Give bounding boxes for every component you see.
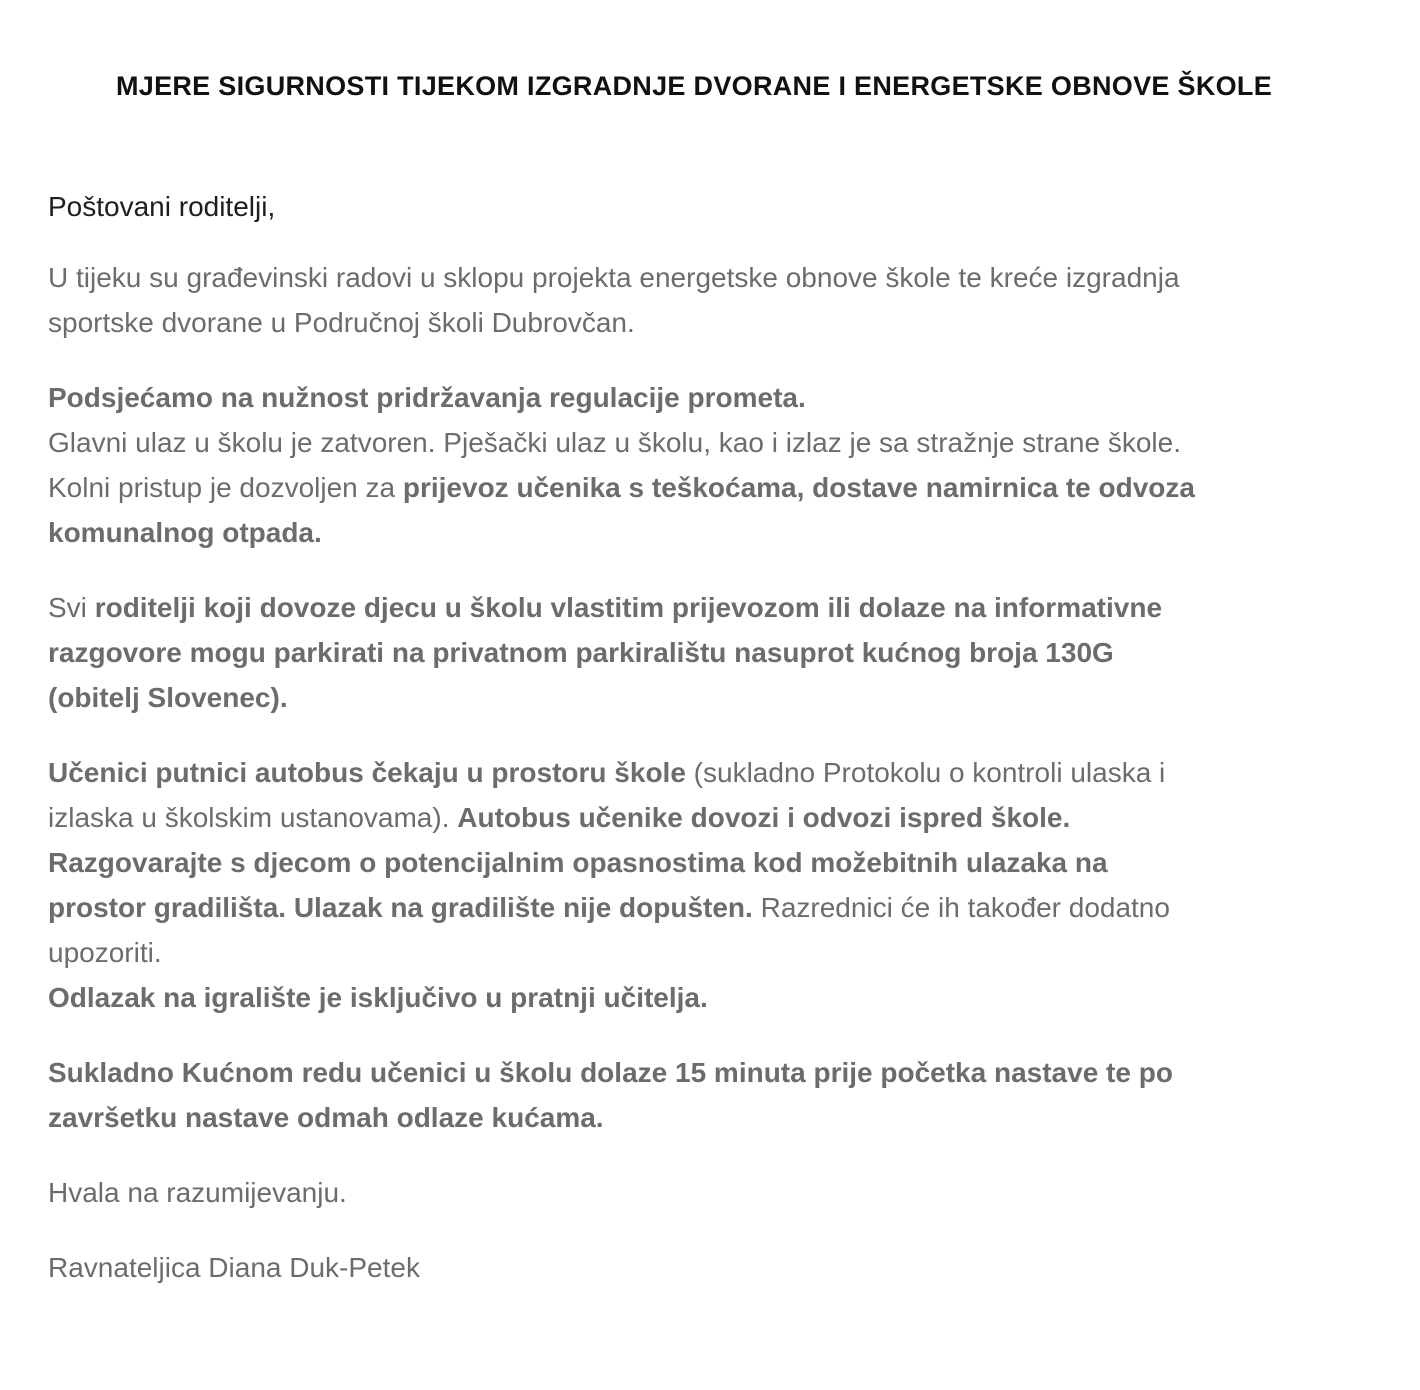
notice-title: MJERE SIGURNOSTI TIJEKOM IZGRADNJE DVORANE I ENERGETSKE OBNOVE ŠKOLE <box>115 71 1273 101</box>
bold-text-run: roditelji koji dovoze djecu u školu vlastitim prijevozom ili dolaze na informativne <box>94 592 1163 623</box>
bold-text-run: (obitelj Slovenec). <box>48 682 288 713</box>
bus-and-site-safety-paragraph <box>48 750 1340 1020</box>
text-run: upozoriti. <box>48 937 162 968</box>
document-body <box>48 184 1340 1290</box>
greeting <box>48 184 1340 229</box>
bold-text-run: Učenici putnici autobus čekaju u prostoru škole <box>48 757 686 788</box>
text-run: (sukladno Protokolu o kontroli ulaska i <box>685 757 1166 788</box>
text-run: U tijeku su građevinski radovi u sklopu projekta energetske obnove škole te kreće izgradnja <box>48 262 1180 293</box>
text-run: Kolni pristup je dozvoljen za <box>48 472 403 503</box>
text-run: izlaska u školskim ustanovama). <box>48 802 458 833</box>
signature-paragraph <box>48 1245 1340 1290</box>
bold-text-run: Autobus učenike dovozi i odvozi ispred škole. <box>457 802 1071 833</box>
bold-text-run: prostor gradilišta. Ulazak na gradilište nije dopušten. <box>48 892 753 923</box>
text-run: Ravnateljica Diana Duk-Petek <box>48 1252 420 1283</box>
text-run: Poštovani roditelji, <box>48 191 276 222</box>
bold-text-run: Razgovarajte s djecom o potencijalnim opasnostima kod možebitnih ulazaka na <box>48 847 1108 878</box>
bold-text-run: završetku nastave odmah odlaze kućama. <box>48 1102 604 1133</box>
house-rules-paragraph <box>48 1050 1340 1140</box>
traffic-regulation-paragraph <box>48 375 1340 555</box>
parking-paragraph <box>48 585 1340 720</box>
bold-text-run: razgovore mogu parkirati na privatnom parkiralištu nasuprot kućnog broja 130G <box>48 637 1114 668</box>
bold-text-run: prijevoz učenika s teškoćama, dostave namirnica te odvoza <box>402 472 1195 503</box>
thanks-paragraph <box>48 1170 1340 1215</box>
bold-text-run: Odlazak na igralište je isključivo u pratnji učitelja. <box>48 982 708 1013</box>
intro-paragraph <box>48 255 1340 345</box>
text-run: Glavni ulaz u školu je zatvoren. Pješački ulaz u školu, kao i izlaz je sa stražnje strane škole. <box>48 427 1181 458</box>
bold-text-run: Podsjećamo na nužnost pridržavanja regulacije prometa. <box>48 382 806 413</box>
text-run: Hvala na razumijevanju. <box>48 1177 347 1208</box>
text-run: Svi <box>48 592 95 623</box>
bold-text-run: komunalnog otpada. <box>48 517 322 548</box>
bold-text-run: Sukladno Kućnom redu učenici u školu dolaze 15 minuta prije početka nastave te po <box>48 1057 1173 1088</box>
text-run: Razrednici će ih također dodatno <box>752 892 1170 923</box>
text-run: sportske dvorane u Područnoj školi Dubrovčan. <box>48 307 635 338</box>
